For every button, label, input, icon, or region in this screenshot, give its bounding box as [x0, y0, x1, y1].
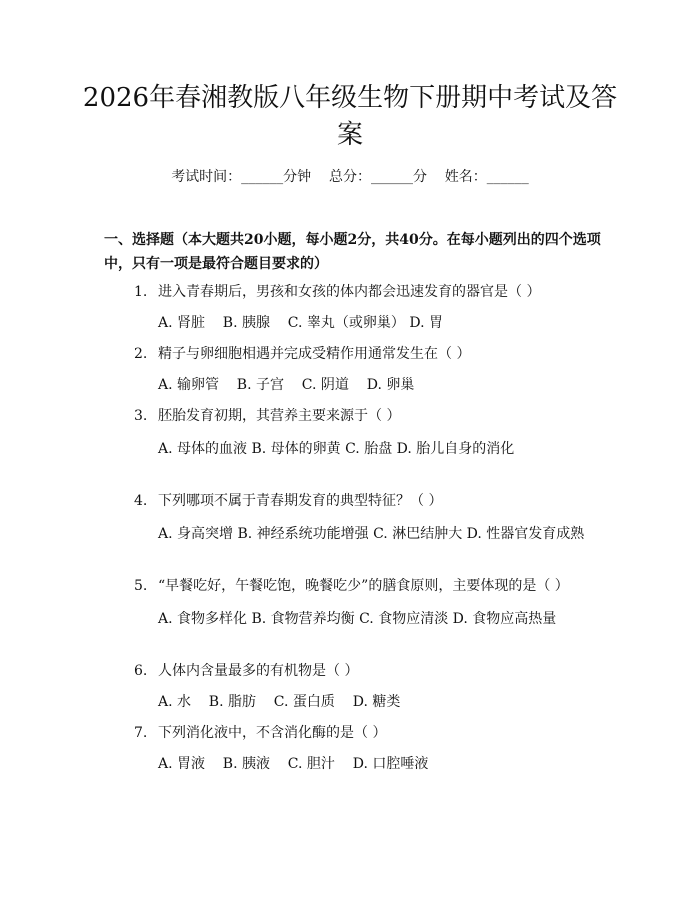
question-1 [134, 281, 604, 303]
question-text: 下列消化液中，不含消化酶的是（ ） [158, 725, 387, 741]
question-3-options: A. 母体的血液 B. 母体的卵黄 C. 胎盘 D. 胎儿自身的消化 [158, 441, 515, 457]
question-number: 4. [134, 493, 148, 509]
question-3 [134, 405, 604, 427]
page-title: 2026年春湘教版八年级生物下册期中考试及答案 [82, 83, 618, 150]
question-2-options: A. 输卵管 B. 子宫 C. 阴道 D. 卵巢 [158, 377, 415, 393]
question-4-options: A. 身高突增 B. 神经系统功能增强 C. 淋巴结肿大 D. 性器官发育成熟 [158, 526, 585, 542]
question-5-options: A. 食物多样化 B. 食物营养均衡 C. 食物应清淡 D. 食物应高热量 [158, 611, 557, 627]
question-4 [134, 490, 604, 512]
question-text: 进入青春期后，男孩和女孩的体内都会迅速发育的器官是（ ） [158, 284, 541, 300]
question-7 [134, 722, 604, 744]
question-text: 胚胎发育初期，其营养主要来源于（ ） [158, 408, 401, 424]
question-6-options: A. 水 B. 脂肪 C. 蛋白质 D. 糖类 [158, 694, 401, 710]
question-text: 精子与卵细胞相遇并完成受精作用通常发生在（ ） [158, 346, 471, 362]
question-text: 下列哪项不属于青春期发育的典型特征？（ ） [158, 493, 443, 509]
question-1-options: A. 肾脏 B. 胰腺 C. 睾丸（或卵巢） D. 胃 [158, 315, 443, 331]
question-text: 人体内含量最多的有机物是（ ） [158, 663, 359, 679]
question-number: 6. [134, 663, 148, 679]
question-7-options: A. 胃液 B. 胰液 C. 胆汁 D. 口腔唾液 [158, 756, 429, 772]
question-text: “早餐吃好，午餐吃饱，晚餐吃少”的膳食原则，主要体现的是（ ） [158, 578, 569, 594]
section-heading: 一、选择题（本大题共20小题，每小题2分，共40分。在每小题列出的四个选项中，只有一项是最符合题目要求的） [104, 232, 601, 272]
question-number: 2. [134, 346, 148, 362]
question-6 [134, 660, 604, 682]
question-number: 1. [134, 284, 148, 300]
question-number: 3. [134, 408, 148, 424]
question-number: 7. [134, 725, 148, 741]
question-number: 5. [134, 578, 148, 594]
exam-info-line: 考试时间：______分钟 总分：______分 姓名：______ [171, 169, 529, 185]
question-2 [134, 343, 604, 365]
question-5 [134, 575, 604, 597]
